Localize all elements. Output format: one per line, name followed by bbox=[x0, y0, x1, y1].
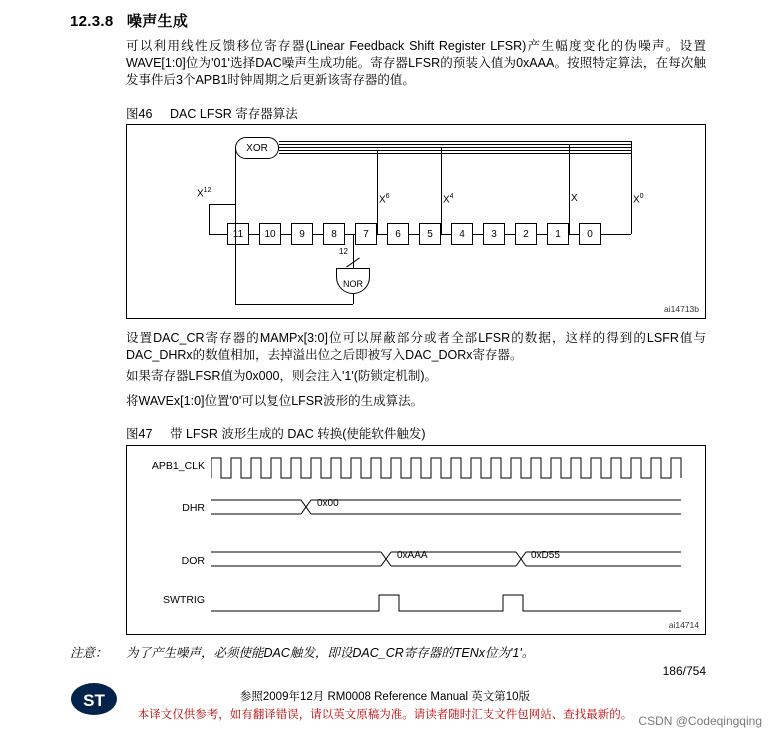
lfsr-cell-5: 5 bbox=[419, 223, 441, 245]
tap-label-x12: $X^{12}$ bbox=[197, 187, 212, 200]
nor-output-line bbox=[353, 294, 354, 304]
paragraph-1: 可以利用线性反馈移位寄存器(Linear Feedback Shift Register LFSR)产生幅度变化的伪噪声。设置WAVE[1:0]位为'01'选择DAC噪声生成功能。寄存器LFSR的预装入值为0xAAA。按照特定算法，在每次触发事件后3个APB1时钟周期之后更新该寄存器的值。 bbox=[126, 39, 706, 87]
tap-line-x4 bbox=[441, 147, 442, 234]
dhr-value: 0x00 bbox=[317, 498, 339, 509]
lfsr-cell-7: 7 bbox=[355, 223, 377, 245]
tap-line-x6 bbox=[377, 188, 378, 234]
lfsr-cell-8: 8 bbox=[323, 223, 345, 245]
lfsr-cell-3: 3 bbox=[483, 223, 505, 245]
signal-label-dor: DOR bbox=[181, 555, 205, 567]
lfsr-cell-9: 9 bbox=[291, 223, 313, 245]
note-block bbox=[70, 643, 534, 661]
footer-disclaimer: 本译文仅供参考，如有翻译错误，请以英文原稿为准。请读者随时汇支文件包网站、查找最新的。 bbox=[137, 709, 633, 721]
svg-text:ST: ST bbox=[83, 691, 105, 710]
tap-label-x0: $X^0$ bbox=[633, 193, 644, 206]
figure-47-number: 图47 bbox=[126, 427, 153, 441]
bus-line-3 bbox=[279, 147, 631, 148]
lfsr-cell-6: 6 bbox=[387, 223, 409, 245]
paragraph-4: 将WAVEx[1:0]位置'0'可以复位LFSR波形的生成算法。 bbox=[126, 394, 424, 408]
page-title bbox=[70, 10, 188, 31]
feedback-line-horizontal bbox=[209, 204, 235, 205]
dor-value-1: 0xAAA bbox=[397, 550, 428, 561]
lfsr-cell-2: 2 bbox=[515, 223, 537, 245]
cell-connector-5 bbox=[377, 234, 387, 235]
cell-connector-6 bbox=[409, 234, 419, 235]
tap-label-x6: $X^6$ bbox=[379, 193, 390, 206]
bus-line-4 bbox=[279, 150, 631, 151]
cell-connector-1 bbox=[249, 234, 259, 235]
figure-46-code: ai14713b bbox=[664, 304, 699, 314]
figure-47-diagram bbox=[126, 445, 706, 635]
cell-connector-10 bbox=[537, 234, 547, 235]
figure-47-caption bbox=[126, 424, 426, 442]
cell-connector-9 bbox=[505, 234, 515, 235]
section-title-text: 噪声生成 bbox=[126, 13, 189, 30]
nor-bus-width-label: 12 bbox=[339, 247, 348, 256]
tap-line-x0 bbox=[631, 141, 632, 234]
lfsr-cell-4: 4 bbox=[451, 223, 473, 245]
page-number: 186/754 bbox=[662, 664, 706, 678]
tap-label-x: X bbox=[571, 193, 578, 204]
swtrig-waveform bbox=[211, 591, 691, 617]
feedback-line-down bbox=[209, 204, 210, 234]
signal-label-dhr: DHR bbox=[182, 502, 205, 514]
section-number: 12.3.8 bbox=[70, 13, 114, 30]
cell-connector-3 bbox=[313, 234, 323, 235]
note-text: 为了产生噪声，必须使能DAC触发，即设DAC_CR寄存器的TENx位为'1'。 bbox=[126, 646, 535, 660]
apb1-clk-waveform bbox=[211, 454, 691, 484]
figure-47-code: ai14714 bbox=[668, 620, 699, 630]
dor-value-2: 0xD55 bbox=[531, 550, 560, 561]
lfsr-cell-11: 11 bbox=[227, 223, 249, 245]
bus-line-5 bbox=[279, 153, 631, 154]
figure-47-title: 带 LFSR 波形生成的 DAC 转换(使能软件触发) bbox=[170, 427, 426, 441]
note-tag: 注意： bbox=[70, 646, 108, 660]
nor-feedback-vertical bbox=[235, 160, 236, 304]
lfsr-cell-10: 10 bbox=[259, 223, 281, 245]
bus-line-2 bbox=[279, 144, 631, 145]
paragraph-2: 设置DAC_CR寄存器的MAMPx[3:0]位可以屏蔽部分或者全部LFSR的数据，这样的得到的LSFR值与DAC_DHRx的数值相加，去掉溢出位之后即被写入DAC_DORx寄存器。 bbox=[126, 331, 706, 362]
signal-label-swtrig: SWTRIG bbox=[163, 594, 205, 606]
watermark: CSDN @Codeqingqing bbox=[638, 714, 762, 728]
cell-output-line bbox=[601, 234, 631, 235]
nor-feedback-horizontal bbox=[235, 304, 353, 305]
cell-connector-8 bbox=[473, 234, 483, 235]
cell-connector-2 bbox=[281, 234, 291, 235]
cell-connector-11 bbox=[569, 234, 579, 235]
figure-46-diagram bbox=[126, 124, 706, 319]
cell-connector-7 bbox=[441, 234, 451, 235]
figure-46-number: 图46 bbox=[126, 107, 153, 121]
feedback-line-into-cell bbox=[209, 234, 227, 235]
xor-gate: XOR bbox=[235, 137, 279, 159]
lfsr-cell-0: 0 bbox=[579, 223, 601, 245]
bus-line-1 bbox=[279, 141, 631, 142]
dor-waveform bbox=[211, 546, 691, 576]
nor-gate: NOR bbox=[336, 268, 370, 294]
paragraph-3: 如果寄存器LFSR值为0x000，则会注入'1'(防锁定机制)。 bbox=[126, 369, 438, 383]
tap-label-x4: $X^4$ bbox=[443, 193, 454, 206]
dhr-waveform bbox=[211, 494, 691, 524]
figure-46-caption bbox=[126, 104, 298, 122]
footer-reference: 参照2009年12月 RM0008 Reference Manual 英文第10版 bbox=[239, 691, 531, 703]
tap-line-x6-up bbox=[377, 150, 378, 188]
lfsr-cell-1: 1 bbox=[547, 223, 569, 245]
signal-label-apb1clk: APB1_CLK bbox=[151, 460, 205, 472]
tap-line-x1 bbox=[569, 144, 570, 234]
figure-46-title: DAC LFSR 寄存器算法 bbox=[170, 107, 298, 121]
